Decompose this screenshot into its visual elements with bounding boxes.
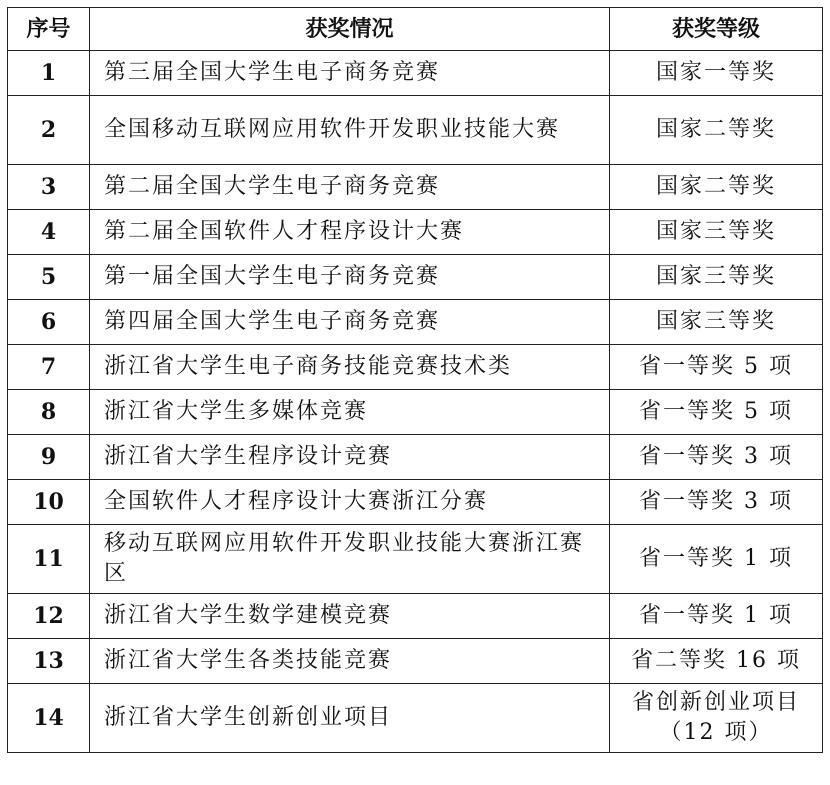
row-level: 省一等奖 3 项 (610, 435, 823, 480)
table-row (8, 51, 823, 96)
table-row (8, 345, 823, 390)
row-description: 第一届全国大学生电子商务竞赛 (90, 255, 610, 300)
row-description: 浙江省大学生数学建模竞赛 (90, 594, 610, 639)
row-description: 移动互联网应用软件开发职业技能大赛浙江赛区 (90, 525, 610, 594)
row-level: 国家一等奖 (610, 51, 823, 96)
table-row (8, 480, 823, 525)
row-description: 浙江省大学生各类技能竞赛 (90, 639, 610, 684)
row-index: 10 (8, 480, 90, 525)
row-description: 第二届全国软件人才程序设计大赛 (90, 210, 610, 255)
row-index: 3 (8, 165, 90, 210)
header-index: 序号 (8, 8, 90, 51)
row-index: 2 (8, 96, 90, 165)
row-level: 国家三等奖 (610, 255, 823, 300)
header-description: 获奖情况 (90, 8, 610, 51)
table-row (8, 684, 823, 753)
row-level: 国家三等奖 (610, 300, 823, 345)
row-index: 14 (8, 684, 90, 753)
row-index: 7 (8, 345, 90, 390)
row-index: 6 (8, 300, 90, 345)
row-index: 13 (8, 639, 90, 684)
row-level: 国家二等奖 (610, 96, 823, 165)
table-row (8, 525, 823, 594)
header-row (8, 8, 823, 51)
row-description: 全国软件人才程序设计大赛浙江分赛 (90, 480, 610, 525)
row-index: 11 (8, 525, 90, 594)
row-index: 5 (8, 255, 90, 300)
row-level: 省一等奖 3 项 (610, 480, 823, 525)
table-row (8, 594, 823, 639)
row-description: 浙江省大学生电子商务技能竞赛技术类 (90, 345, 610, 390)
row-level: 国家二等奖 (610, 165, 823, 210)
row-level: 省二等奖 16 项 (610, 639, 823, 684)
header-level: 获奖等级 (610, 8, 823, 51)
table-row (8, 96, 823, 165)
row-description: 浙江省大学生程序设计竞赛 (90, 435, 610, 480)
row-level: 省创新创业项目（12 项） (610, 684, 823, 753)
row-description: 浙江省大学生多媒体竞赛 (90, 390, 610, 435)
row-index: 12 (8, 594, 90, 639)
table-row (8, 390, 823, 435)
table-row (8, 300, 823, 345)
row-level: 省一等奖 1 项 (610, 525, 823, 594)
table-row (8, 210, 823, 255)
table-row (8, 165, 823, 210)
row-index: 1 (8, 51, 90, 96)
row-description: 第三届全国大学生电子商务竞赛 (90, 51, 610, 96)
table-row (8, 255, 823, 300)
row-description: 全国移动互联网应用软件开发职业技能大赛 (90, 96, 610, 165)
row-index: 8 (8, 390, 90, 435)
row-level: 省一等奖 5 项 (610, 345, 823, 390)
row-description: 第四届全国大学生电子商务竞赛 (90, 300, 610, 345)
row-index: 9 (8, 435, 90, 480)
row-level: 国家三等奖 (610, 210, 823, 255)
row-level: 省一等奖 5 项 (610, 390, 823, 435)
table-row (8, 435, 823, 480)
table-row (8, 639, 823, 684)
row-description: 浙江省大学生创新创业项目 (90, 684, 610, 753)
awards-table (7, 7, 823, 753)
row-description: 第二届全国大学生电子商务竞赛 (90, 165, 610, 210)
row-level: 省一等奖 1 项 (610, 594, 823, 639)
row-index: 4 (8, 210, 90, 255)
